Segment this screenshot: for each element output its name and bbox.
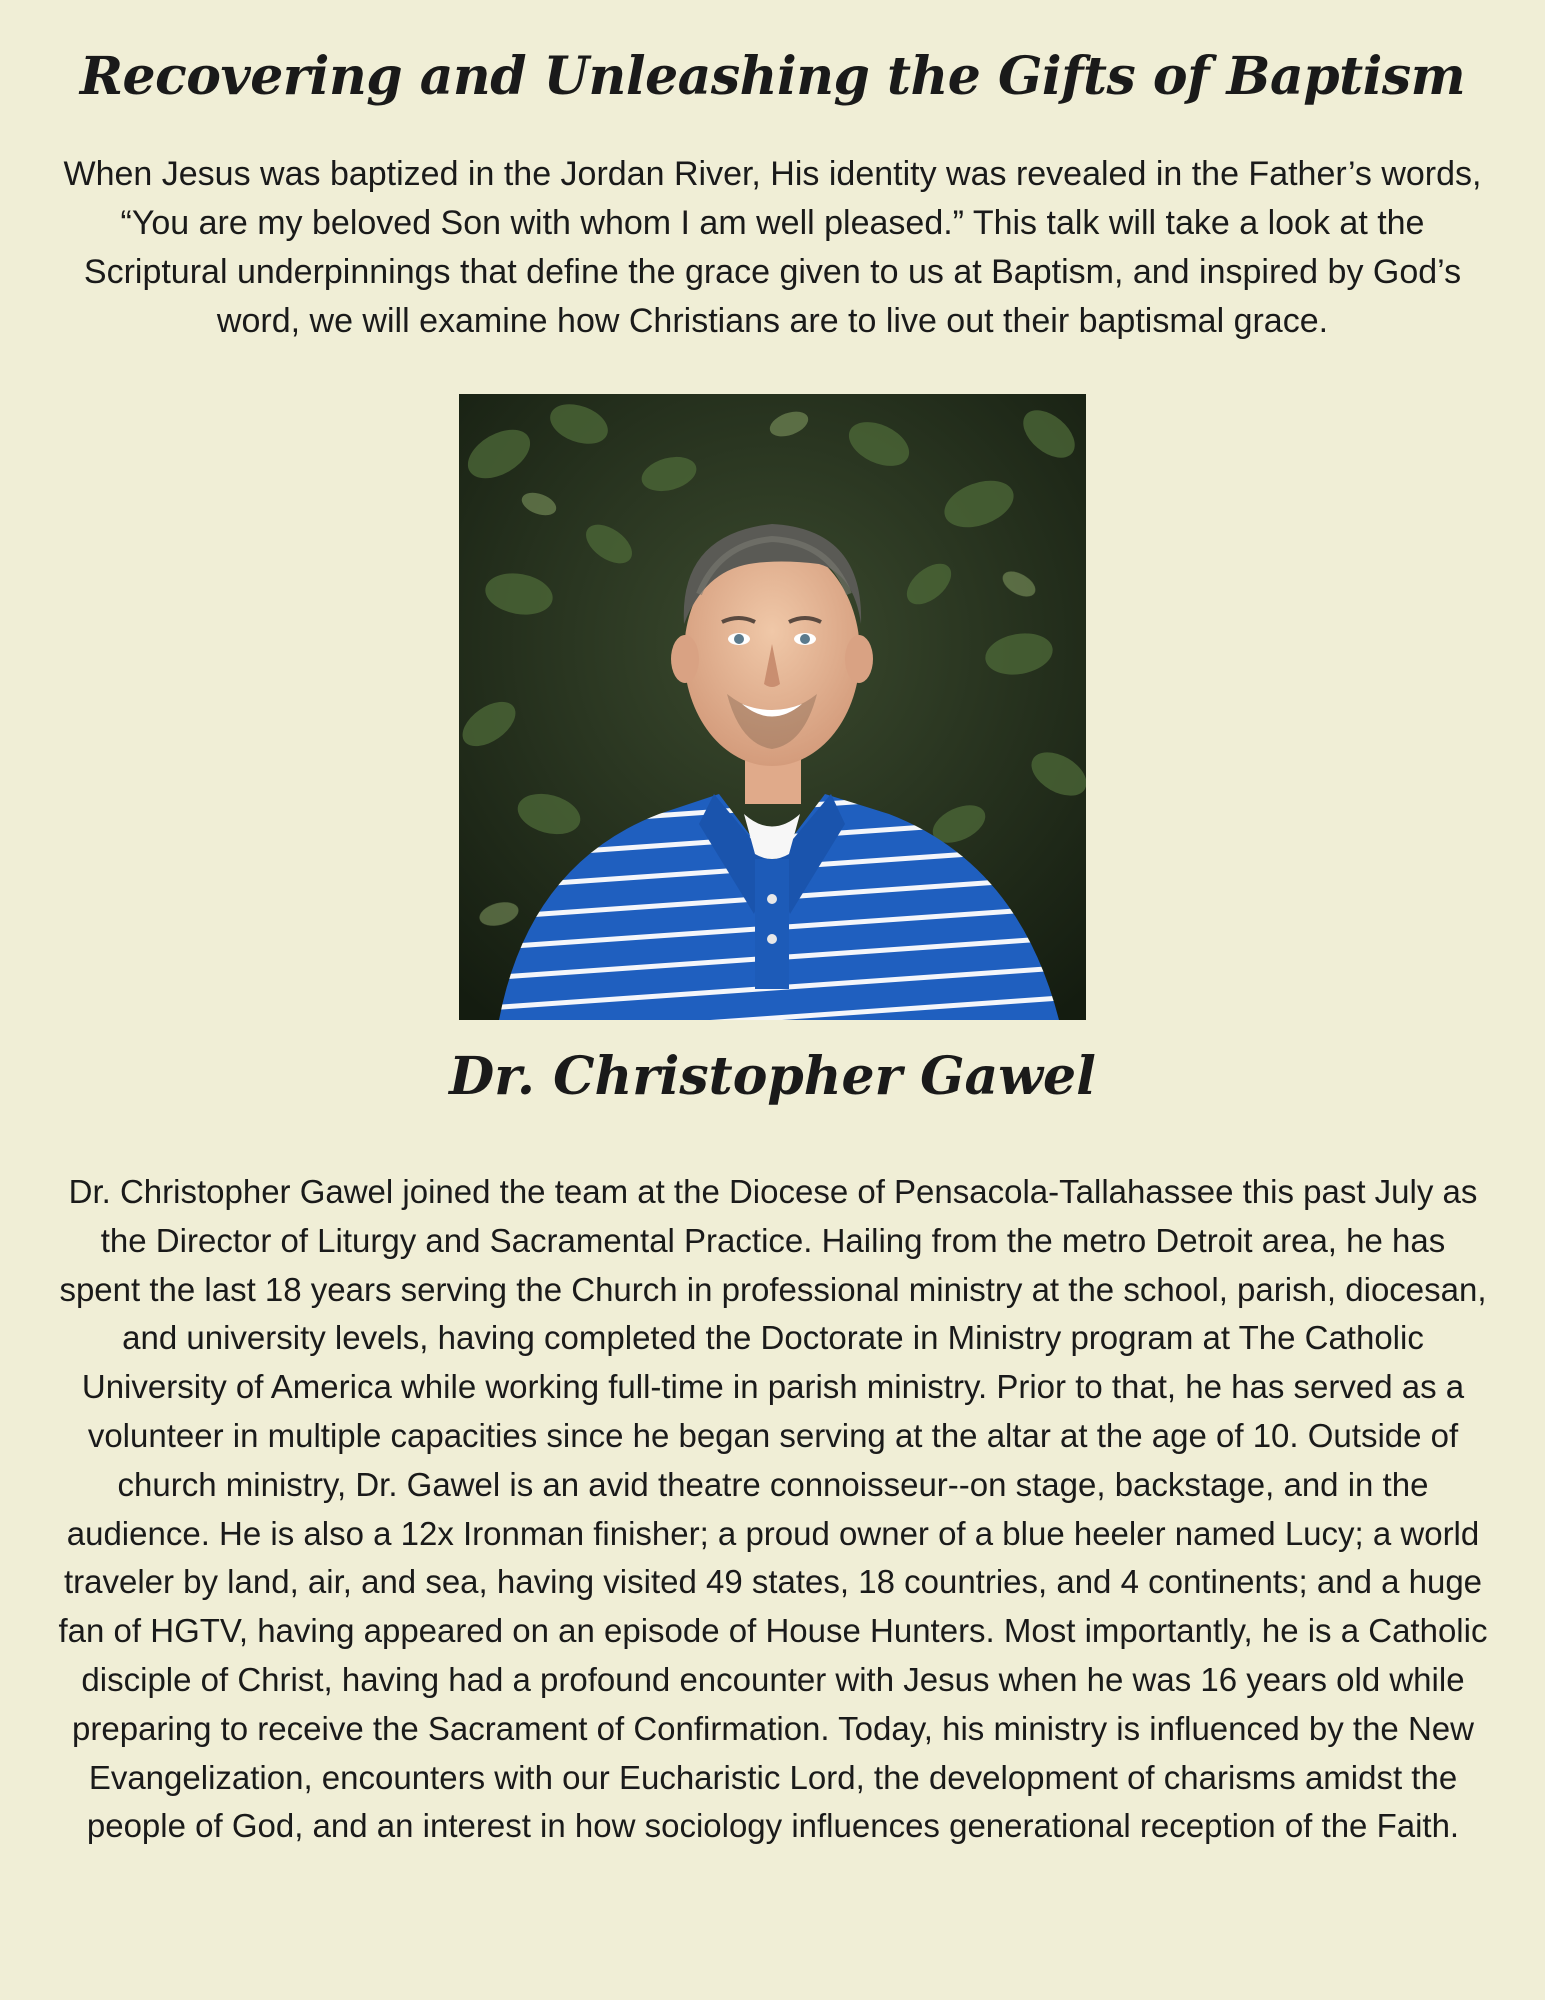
speaker-photo <box>459 394 1086 1020</box>
speaker-name: Dr. Christopher Gawel <box>449 1046 1096 1107</box>
talk-description: When Jesus was baptized in the Jordan River, His identity was revealed in the Father’s words, “You are my beloved Son with whom I am well pleased.” This talk will take a look at the Scriptural underpinnings that define the grace given to us at Baptism, and inspired by God’s word, we will examine how Christians are to live out their baptismal grace. <box>63 155 1482 340</box>
speaker-portrait-icon <box>459 394 1086 1020</box>
speaker-bio: Dr. Christopher Gawel joined the team at the Diocese of Pensacola-Tallahassee this past July as the Director of Liturgy and Sacramental Practice. Hailing from the metro Detroit area, he has spent the last 18 years serving the Church in professional ministry at the school, parish, diocesan, and university levels, having completed the Doctorate in Ministry program at The Catholic University of America while working full-time in parish ministry. Prior to that, he has served as a volunteer in multiple capacities since he began serving at the altar at the age of 10. Outside of church ministry, Dr. Gawel is an avid theatre connoisseur--on stage, backstage, and in the audience. He is also a 12x Ironman finisher; a proud owner of a blue heeler named Lucy; a world traveler by land, air, and sea, having visited 49 states, 18 countries, and 4 continents; and a huge fan of HGTV, having appeared on an episode of House Hunters. Most importantly, he is a Catholic disciple of Christ, having had a profound encounter with Jesus when he was 16 years old while preparing to receive the Sacrament of Confirmation. Today, his ministry is influenced by the New Evangelization, encounters with our Eucharistic Lord, the development of charisms amidst the people of God, and an interest in how sociology influences generational reception of the Faith. <box>58 1173 1488 1845</box>
talk-title: Recovering and Unleashing the Gifts of Baptism <box>79 46 1466 107</box>
